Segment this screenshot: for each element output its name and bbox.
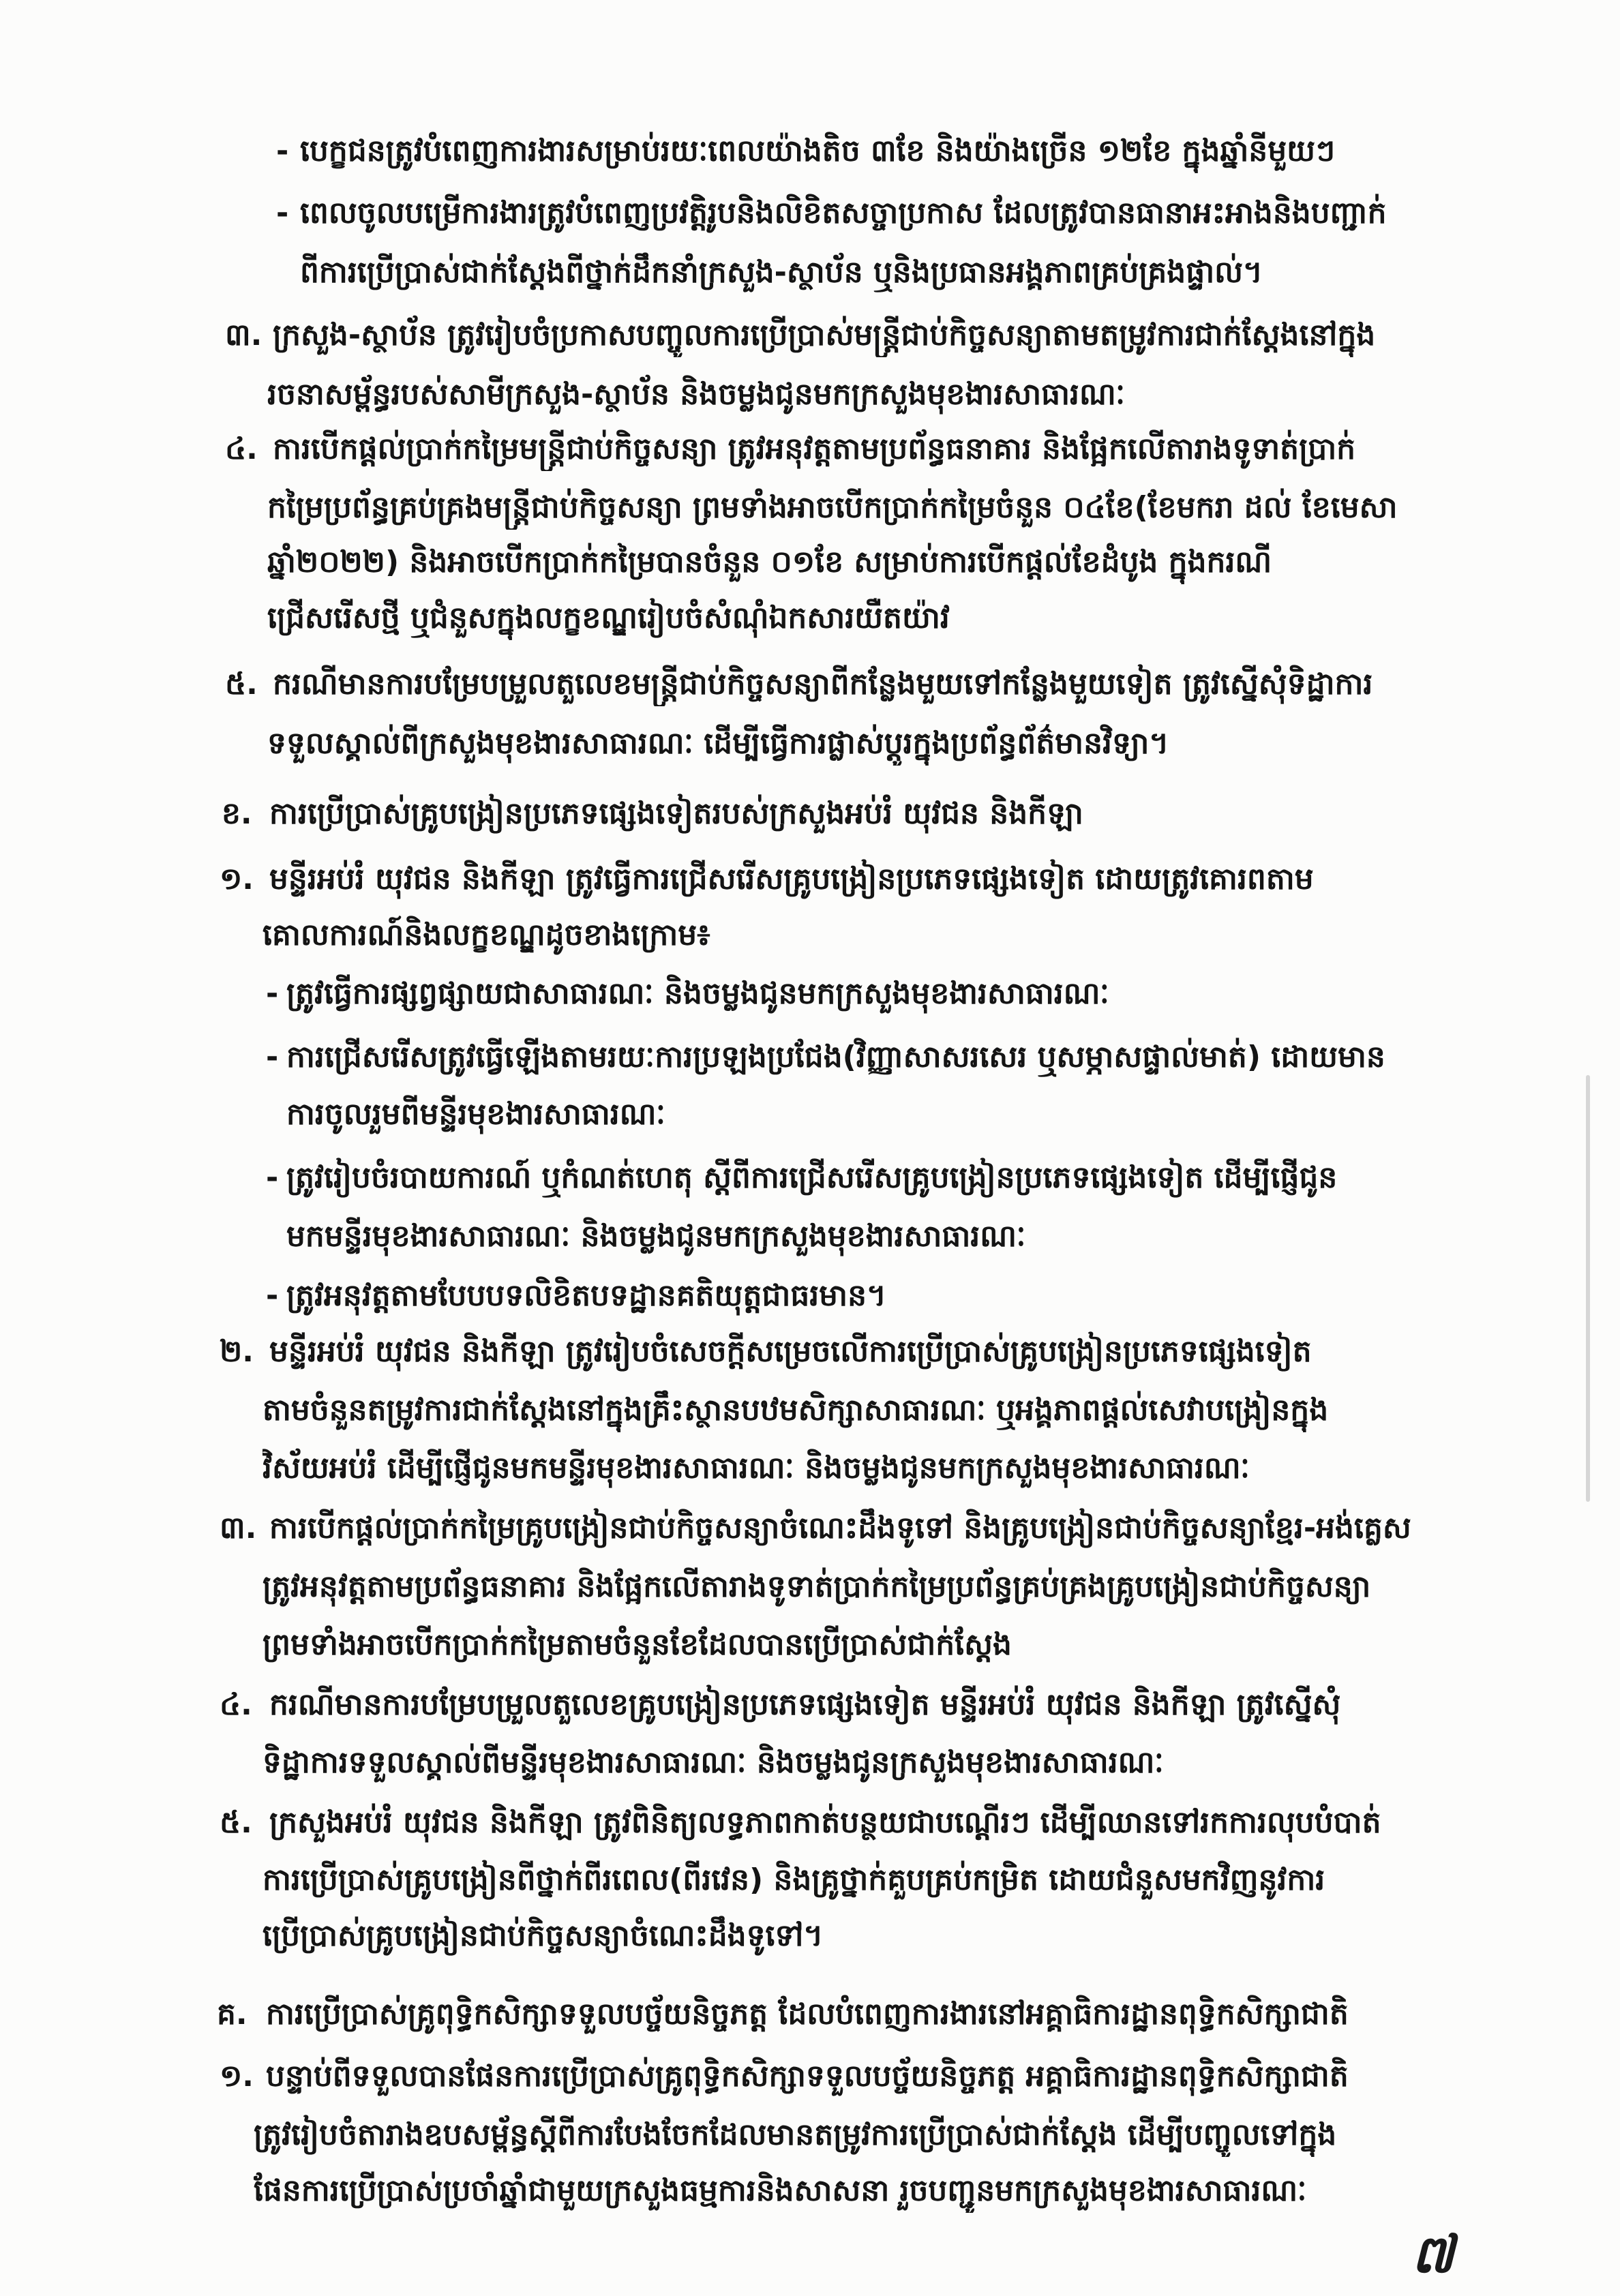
section-b-bullet-1-line-1: ត្រូវធ្វើការផ្សព្វផ្សាយជាសាធារណៈ និងចម្លងជូនមកក្រសួងមុខងារសាធារណៈ <box>286 976 1109 1011</box>
section-b-item-2-line-2: តាមចំនួនតម្រូវការជាក់ស្តែងនៅក្នុងគ្រឹះស្ថានបឋមសិក្សាសាធារណៈ ឬអង្គភាពផ្តល់សេវាបង្រៀនក្នុង <box>262 1393 1329 1428</box>
item-number: ១. <box>220 2059 254 2094</box>
section-b-item-5-line-2: ការប្រើប្រាស់គ្រូបង្រៀនពីថ្នាក់ពីរពេល(ពីរវេន) និងគ្រូថ្នាក់គួបគ្រប់កម្រិត ដោយជំនួសមកវិញនូវការ <box>262 1862 1325 1897</box>
section-b-item-4-line-2: ទិដ្ឋាការទទួលស្គាល់ពីមន្ទីរមុខងារសាធារណៈ និងចម្លងជូនក្រសួងមុខងារសាធារណៈ <box>262 1745 1164 1780</box>
item-number: ៣. <box>225 318 262 352</box>
section-c-item-1-line-1: បន្ទាប់ពីទទួលបានផែនការប្រើប្រាស់គ្រូពុទ្ធិកសិក្សាទទួលបច្ច័យនិច្ចភត្ត អគ្គាធិការដ្ឋានពុទ្ធិកសិក្សាជាតិ <box>266 2059 1349 2094</box>
section-c-item-1-line-3: ផែនការប្រើប្រាស់ប្រចាំឆ្នាំជាមួយក្រសួងធម្មការនិងសាសនា រួចបញ្ជូនមកក្រសួងមុខងារសាធារណៈ <box>254 2173 1307 2208</box>
section-b-bullet-2-line-1: ការជ្រើសរើសត្រូវធ្វើឡើងតាមរយៈការប្រឡងប្រជែង(វិញ្ញាសាសរសេរ ឬសម្ភាសផ្ទាល់មាត់) ដោយមាន <box>286 1040 1385 1074</box>
bullet-dash: - <box>266 976 279 1011</box>
item-number: ២. <box>220 1334 254 1369</box>
section-a-item-4-line-4: ជ្រើសរើសថ្មី ឬជំនួសក្នុងលក្ខខណ្ឌរៀបចំសំណុំឯកសារយឺតយ៉ាវ <box>267 601 950 635</box>
item-number: ៤. <box>225 432 258 466</box>
section-b-item-5-line-1: ក្រសួងអប់រំ យុវជន និងកីឡា ត្រូវពិនិត្យលទ្ធភាពកាត់បន្ថយជាបណ្តើរៗ ដើម្បីឈានទៅរកការលុបបំបាត់ <box>269 1805 1381 1840</box>
section-b-item-2-line-1: មន្ទីរអប់រំ យុវជន និងកីឡា ត្រូវរៀបចំសេចក្តីសម្រេចលើការប្រើប្រាស់គ្រូបង្រៀនប្រភេទផ្សេងទៀត <box>269 1334 1312 1369</box>
section-b-item-4-line-1: ករណីមានការបម្រែបម្រួលតួលេខគ្រូបង្រៀនប្រភេទផ្សេងទៀត មន្ទីរអប់រំ យុវជន និងកីឡា ត្រូវស្នើសុំ <box>269 1687 1341 1722</box>
section-a-item-3-line-2: រចនាសម្ព័ន្ធរបស់សាមីក្រសួង-ស្ថាប័ន និងចម្លងជូនមកក្រសួងមុខងារសាធារណៈ <box>267 377 1126 412</box>
section-a-item-5-line-1: ករណីមានការបម្រែបម្រួលតួលេខមន្ត្រីជាប់កិច្ចសន្យាពីកន្លែងមួយទៅកន្លែងមួយទៀត ត្រូវស្នើសុំទិដ្ឋាការ <box>273 667 1373 701</box>
section-c-heading: ការប្រើប្រាស់គ្រូពុទ្ធិកសិក្សាទទួលបច្ច័យនិច្ចភត្ត ដែលបំពេញការងារនៅអគ្គាធិការដ្ឋានពុទ្ធិកសិក្សាជាតិ <box>266 1997 1349 2031</box>
bullet-dash: - <box>266 1040 279 1074</box>
section-b-bullet-3-line-2: មកមន្ទីរមុខងារសាធារណៈ និងចម្លងជូនមកក្រសួងមុខងារសាធារណៈ <box>286 1219 1026 1254</box>
section-b-item-3-line-3: ព្រមទាំងអាចបើកប្រាក់កម្រៃតាមចំនួនខែដែលបានប្រើប្រាស់ជាក់ស្តែង <box>262 1627 1012 1662</box>
section-b-item-3-line-1: ការបើកផ្តល់ប្រាក់កម្រៃគ្រូបង្រៀនជាប់កិច្ចសន្យាចំណេះដឹងទូទៅ និងគ្រូបង្រៀនជាប់កិច្ចសន្យាខ្មែរ-អង់គ្លេស <box>269 1511 1411 1545</box>
section-marker: ខ. <box>222 796 252 831</box>
section-b-bullet-4-line-1: ត្រូវអនុវត្តតាមបែបបទលិខិតបទដ្ឋានគតិយុត្តជាធរមាន។ <box>286 1278 886 1313</box>
section-a-item-4-line-3: ឆ្នាំ២០២២) និងអាចបើកប្រាក់កម្រៃបានចំនួន ០១ខែ សម្រាប់ការបើកផ្តល់ខែដំបូង ក្នុងករណី <box>267 545 1272 579</box>
section-b-heading: ការប្រើប្រាស់គ្រូបង្រៀនប្រភេទផ្សេងទៀតរបស់ក្រសួងអប់រំ យុវជន និងកីឡា <box>269 796 1083 831</box>
section-a-bullet-1-line-1: បេក្ខជនត្រូវបំពេញការងារសម្រាប់រយៈពេលយ៉ាងតិច ៣ខែ និងយ៉ាងច្រើន ១២ខែ ក្នុងឆ្នាំនីមួយៗ <box>300 134 1336 168</box>
section-b-bullet-2-line-2: ការចូលរួមពីមន្ទីរមុខងារសាធារណៈ <box>286 1097 665 1132</box>
section-b-bullet-3-line-1: ត្រូវរៀបចំរបាយការណ៍ ឬកំណត់ហេតុ ស្តីពីការជ្រើសរើសគ្រូបង្រៀនប្រភេទផ្សេងទៀត ដើម្បីផ្ញើជូន <box>286 1160 1338 1195</box>
item-number: ៥. <box>225 667 258 701</box>
section-b-item-1-line-1: មន្ទីរអប់រំ យុវជន និងកីឡា ត្រូវធ្វើការជ្រើសរើសគ្រូបង្រៀនប្រភេទផ្សេងទៀត ដោយត្រូវគោរពតាម <box>269 862 1314 896</box>
bullet-dash: - <box>276 134 289 168</box>
bullet-dash: - <box>266 1278 279 1313</box>
section-a-item-4-line-2: កម្រៃប្រព័ន្ធគ្រប់គ្រងមន្ត្រីជាប់កិច្ចសន្យា ព្រមទាំងអាចបើកប្រាក់កម្រៃចំនួន ០៤ខែ(ខែមករា ដល់ ខែមេសា <box>267 490 1398 525</box>
bullet-dash: - <box>266 1160 279 1195</box>
section-a-item-5-line-2: ទទួលស្គាល់ពីក្រសួងមុខងារសាធារណៈ ដើម្បីធ្វើការផ្លាស់ប្តូរក្នុងប្រព័ន្ធព័ត៌មានវិទ្យា។ <box>267 726 1169 761</box>
item-number: ៤. <box>220 1687 252 1722</box>
section-a-bullet-2-line-1: ពេលចូលបម្រើការងារត្រូវបំពេញប្រវត្តិរូបនិងលិខិតសច្ចាប្រកាស ដែលត្រូវបានធានាអះអាងនិងបញ្ជាក់ <box>300 196 1387 230</box>
section-a-item-3-line-1: ក្រសួង-ស្ថាប័ន ត្រូវរៀបចំប្រកាសបញ្ចូលការប្រើប្រាស់មន្ត្រីជាប់កិច្ចសន្យាតាមតម្រូវការជាក់ស្តែងនៅក្នុង <box>273 318 1376 352</box>
section-a-item-4-line-1: ការបើកផ្តល់ប្រាក់កម្រៃមន្ត្រីជាប់កិច្ចសន្យា ត្រូវអនុវត្តតាមប្រព័ន្ធធនាគារ និងផ្អែកលើតារាងទូទាត់ប្រាក់ <box>273 432 1356 466</box>
section-b-item-5-line-3: ប្រើប្រាស់គ្រូបង្រៀនជាប់កិច្ចសន្យាចំណេះដឹងទូទៅ។ <box>262 1918 824 1953</box>
page-number: ៧ <box>1411 2224 1454 2284</box>
bullet-dash: - <box>276 196 289 230</box>
section-b-item-3-line-2: ត្រូវអនុវត្តតាមប្រព័ន្ធធនាគារ និងផ្អែកលើតារាងទូទាត់ប្រាក់កម្រៃប្រព័ន្ធគ្រប់គ្រងគ្រូបង្រៀនជាប់កិច្ចសន្យា <box>262 1569 1371 1604</box>
section-c-item-1-line-2: ត្រូវរៀបចំតារាងឧបសម្ព័ន្ធស្តីពីការបែងចែកដែលមានតម្រូវការប្រើប្រាស់ជាក់ស្តែង ដើម្បីបញ្ចូលទៅក្នុង <box>254 2117 1337 2152</box>
scan-artifact-line <box>1586 1075 1590 1502</box>
section-b-item-2-line-3: វិស័យអប់រំ ដើម្បីផ្ញើជូនមកមន្ទីរមុខងារសាធារណៈ និងចម្លងជូនមកក្រសួងមុខងារសាធារណៈ <box>262 1451 1250 1485</box>
item-number: ១. <box>220 862 254 896</box>
section-marker: គ. <box>217 1997 247 2031</box>
item-number: ៣. <box>220 1511 257 1545</box>
item-number: ៥. <box>220 1805 252 1840</box>
section-a-bullet-2-line-2: ពីការប្រើប្រាស់ជាក់ស្តែងពីថ្នាក់ដឹកនាំក្រសួង-ស្ថាប័ន ឬនិងប្រធានអង្គភាពគ្រប់គ្រងផ្ទាល់។ <box>300 255 1263 290</box>
section-b-item-1-line-2: គោលការណ៍និងលក្ខខណ្ឌដូចខាងក្រោម៖ <box>262 918 710 952</box>
